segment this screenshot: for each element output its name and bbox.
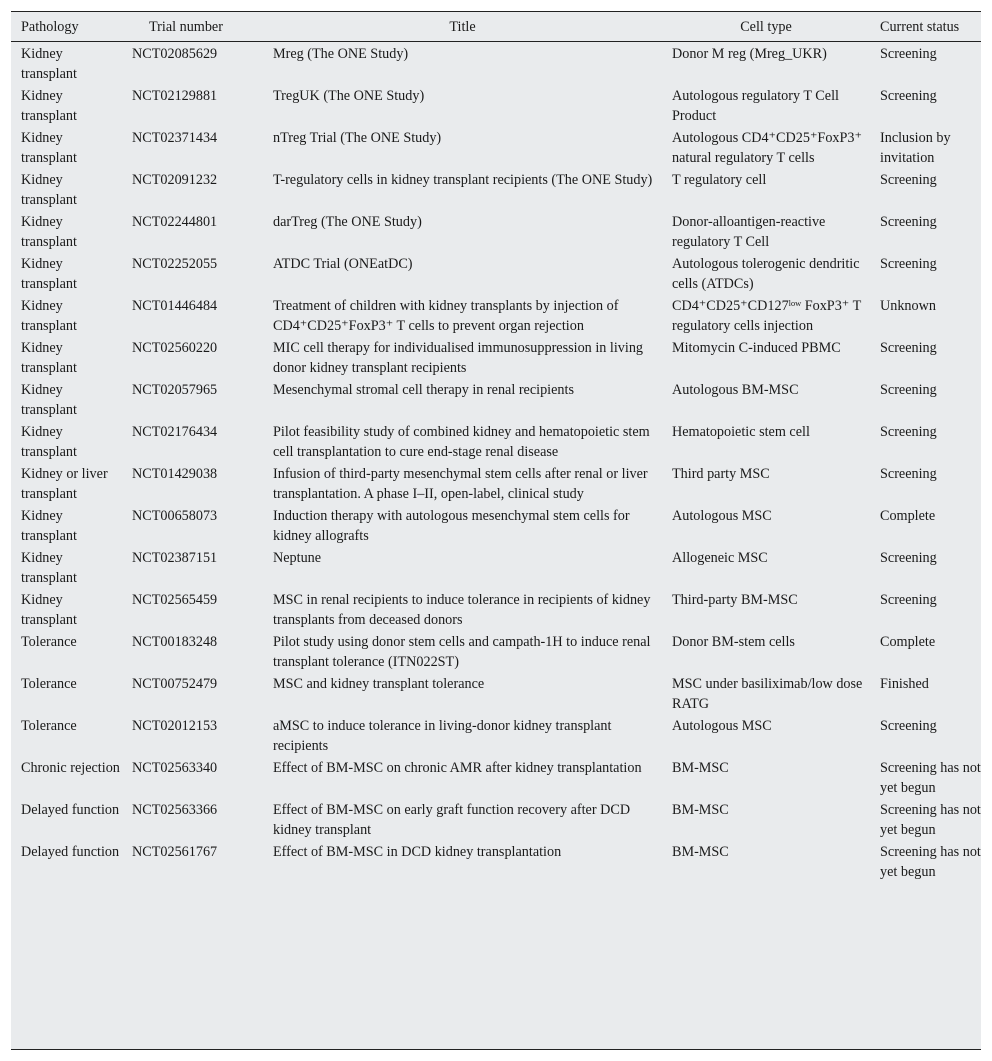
cell-title: Effect of BM-MSC on early graft function recovery after DCD kidney transplant <box>273 802 631 838</box>
cell-cell-type: Autologous MSC <box>672 508 772 524</box>
cell-pathology: Kidney transplant <box>21 382 77 418</box>
trials-table <box>11 12 981 883</box>
cell-pathology: Kidney transplant <box>21 46 77 82</box>
header-current-status: Current status <box>870 12 981 42</box>
cell-cell-type: BM-MSC <box>672 802 729 818</box>
table-row <box>11 295 981 337</box>
cell-title: Mreg (The ONE Study) <box>273 46 409 62</box>
cell-pathology: Delayed function <box>21 802 120 818</box>
header-title: Title <box>263 12 662 42</box>
cell-cell-type: Autologous regulatory T Cell Product <box>672 88 839 124</box>
cell-trial-number: NCT00752479 <box>132 676 218 692</box>
cell-trial-number: NCT02129881 <box>132 88 218 104</box>
cell-current-status: Screening <box>880 172 937 188</box>
cell-trial-number: NCT00658073 <box>132 508 218 524</box>
clinical-trials-table <box>11 11 981 1050</box>
header-cell-type: Cell type <box>662 12 870 42</box>
cell-current-status: Screening <box>880 46 937 62</box>
table-row <box>11 253 981 295</box>
cell-pathology: Kidney transplant <box>21 172 77 208</box>
table-header <box>11 12 981 42</box>
cell-trial-number: NCT02085629 <box>132 46 218 62</box>
cell-trial-number: NCT02387151 <box>132 550 218 566</box>
cell-current-status: Screening <box>880 256 937 272</box>
cell-title: Treatment of children with kidney transplants by injection of CD4⁺CD25⁺FoxP3⁺ T cells to prevent organ rejection <box>273 298 619 334</box>
cell-current-status: Screening <box>880 340 937 356</box>
cell-current-status: Screening <box>880 550 937 566</box>
cell-cell-type: Autologous BM-MSC <box>672 382 799 398</box>
cell-cell-type: Third-party BM-MSC <box>672 592 798 608</box>
cell-title: Neptune <box>273 550 322 566</box>
table-row <box>11 211 981 253</box>
cell-current-status: Finished <box>880 676 929 692</box>
cell-pathology: Kidney transplant <box>21 340 77 376</box>
table-row <box>11 757 981 799</box>
table-row <box>11 841 981 883</box>
table-row <box>11 799 981 841</box>
cell-pathology: Tolerance <box>21 718 77 734</box>
cell-cell-type: Autologous tolerogenic dendritic cells (ATDCs) <box>672 256 860 292</box>
cell-cell-type: BM-MSC <box>672 760 729 776</box>
cell-cell-type: Hematopoietic stem cell <box>672 424 810 440</box>
cell-cell-type: Autologous CD4⁺CD25⁺FoxP3⁺ natural regulatory T cells <box>672 130 862 166</box>
cell-current-status: Complete <box>880 508 936 524</box>
cell-title: Infusion of third-party mesenchymal stem cells after renal or liver transplantation. A phase I–II, open-label, clinical study <box>273 466 648 502</box>
cell-trial-number: NCT02371434 <box>132 130 218 146</box>
table-row <box>11 42 981 86</box>
cell-pathology: Kidney transplant <box>21 592 77 628</box>
table-row <box>11 127 981 169</box>
cell-pathology: Kidney transplant <box>21 550 77 586</box>
cell-title: MIC cell therapy for individualised immunosuppression in living donor kidney transplant recipients <box>273 340 644 376</box>
cell-title: Pilot feasibility study of combined kidney and hematopoietic stem cell transplantation to cure end-stage renal disease <box>273 424 650 460</box>
cell-cell-type: Mitomycin C-induced PBMC <box>672 340 841 356</box>
table-body <box>11 42 981 884</box>
cell-pathology: Chronic rejection <box>21 760 120 776</box>
cell-pathology: Kidney transplant <box>21 88 77 124</box>
cell-current-status: Unknown <box>880 298 936 314</box>
cell-pathology: Kidney transplant <box>21 256 77 292</box>
table-row <box>11 547 981 589</box>
header-pathology: Pathology <box>11 12 122 42</box>
cell-trial-number: NCT00183248 <box>132 634 218 650</box>
cell-current-status: Inclusion by invitation <box>880 130 951 166</box>
cell-pathology: Kidney transplant <box>21 424 77 460</box>
cell-current-status: Screening <box>880 592 937 608</box>
cell-current-status: Screening <box>880 466 937 482</box>
cell-pathology: Kidney transplant <box>21 130 77 166</box>
table-row <box>11 715 981 757</box>
table-row <box>11 631 981 673</box>
table-row <box>11 85 981 127</box>
cell-cell-type: Third party MSC <box>672 466 770 482</box>
cell-pathology: Tolerance <box>21 676 77 692</box>
cell-cell-type: Donor-alloantigen-reactive regulatory T Cell <box>672 214 826 250</box>
cell-trial-number: NCT01446484 <box>132 298 218 314</box>
cell-title: Induction therapy with autologous mesenchymal stem cells for kidney allografts <box>273 508 630 544</box>
cell-title: Effect of BM-MSC in DCD kidney transplantation <box>273 844 562 860</box>
cell-title: Effect of BM-MSC on chronic AMR after kidney transplantation <box>273 760 642 776</box>
cell-title: nTreg Trial (The ONE Study) <box>273 130 442 146</box>
cell-title: Pilot study using donor stem cells and campath-1H to induce renal transplant tolerance (ITN022ST) <box>273 634 651 670</box>
cell-current-status: Screening <box>880 88 937 104</box>
cell-current-status: Screening has not yet begun <box>880 760 981 796</box>
cell-trial-number: NCT02563340 <box>132 760 218 776</box>
table-row <box>11 337 981 379</box>
header-row <box>11 12 981 42</box>
cell-current-status: Screening has not yet begun <box>880 802 981 838</box>
cell-trial-number: NCT02244801 <box>132 214 218 230</box>
cell-current-status: Screening <box>880 424 937 440</box>
cell-cell-type: MSC under basiliximab/low dose RATG <box>672 676 863 712</box>
cell-trial-number: NCT02563366 <box>132 802 218 818</box>
cell-trial-number: NCT02012153 <box>132 718 218 734</box>
table-row <box>11 505 981 547</box>
cell-trial-number: NCT02176434 <box>132 424 218 440</box>
cell-trial-number: NCT02091232 <box>132 172 218 188</box>
table-row <box>11 379 981 421</box>
table-row <box>11 589 981 631</box>
cell-current-status: Complete <box>880 634 936 650</box>
cell-title: Mesenchymal stromal cell therapy in renal recipients <box>273 382 574 398</box>
cell-title: ATDC Trial (ONEatDC) <box>273 256 413 272</box>
table-row <box>11 673 981 715</box>
cell-cell-type: Donor M reg (Mreg_UKR) <box>672 46 827 62</box>
cell-current-status: Screening <box>880 718 937 734</box>
cell-title: aMSC to induce tolerance in living-donor kidney transplant recipients <box>273 718 612 754</box>
cell-pathology: Kidney transplant <box>21 214 77 250</box>
cell-pathology: Tolerance <box>21 634 77 650</box>
cell-title: TregUK (The ONE Study) <box>273 88 425 104</box>
header-trial-number: Trial number <box>122 12 263 42</box>
cell-cell-type: T regulatory cell <box>672 172 767 188</box>
cell-title: MSC and kidney transplant tolerance <box>273 676 485 692</box>
cell-trial-number: NCT02561767 <box>132 844 218 860</box>
cell-trial-number: NCT02057965 <box>132 382 218 398</box>
cell-pathology: Kidney or liver transplant <box>21 466 108 502</box>
cell-title: MSC in renal recipients to induce tolerance in recipients of kidney transplants from deceased donors <box>273 592 651 628</box>
table-row <box>11 463 981 505</box>
cell-pathology: Kidney transplant <box>21 508 77 544</box>
cell-cell-type: CD4⁺CD25⁺CD127ˡᵒʷ FoxP3⁺ T regulatory cells injection <box>672 298 861 334</box>
cell-title: darTreg (The ONE Study) <box>273 214 422 230</box>
cell-trial-number: NCT02565459 <box>132 592 218 608</box>
table-row <box>11 169 981 211</box>
cell-title: T-regulatory cells in kidney transplant recipients (The ONE Study) <box>273 172 653 188</box>
cell-current-status: Screening has not yet begun <box>880 844 981 880</box>
cell-current-status: Screening <box>880 214 937 230</box>
cell-pathology: Delayed function <box>21 844 120 860</box>
cell-cell-type: Allogeneic MSC <box>672 550 768 566</box>
cell-cell-type: Autologous MSC <box>672 718 772 734</box>
cell-trial-number: NCT01429038 <box>132 466 218 482</box>
cell-pathology: Kidney transplant <box>21 298 77 334</box>
cell-cell-type: Donor BM-stem cells <box>672 634 795 650</box>
table-row <box>11 421 981 463</box>
cell-trial-number: NCT02252055 <box>132 256 218 272</box>
cell-cell-type: BM-MSC <box>672 844 729 860</box>
cell-current-status: Screening <box>880 382 937 398</box>
cell-trial-number: NCT02560220 <box>132 340 218 356</box>
